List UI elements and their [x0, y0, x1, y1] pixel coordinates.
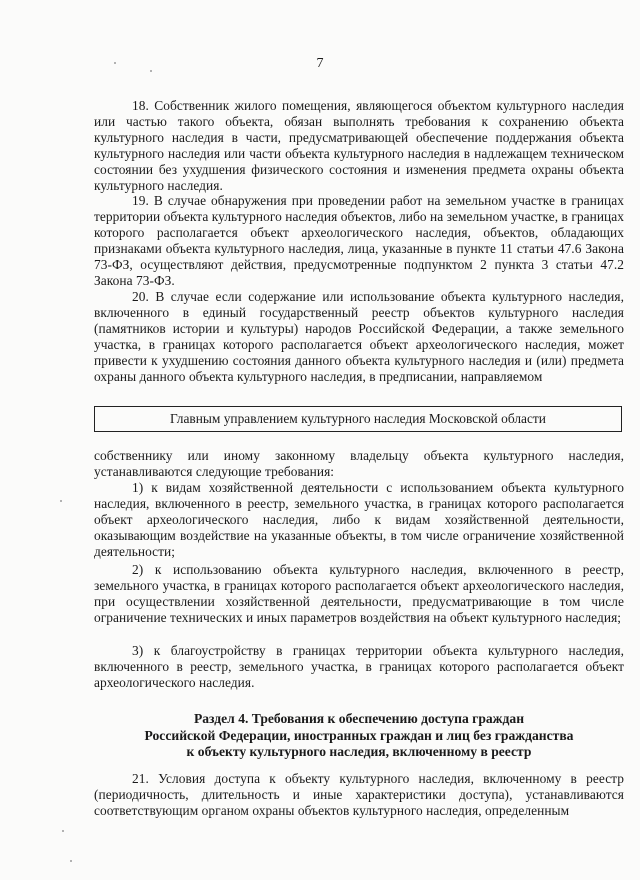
scan-speck: [150, 70, 152, 72]
scan-speck: [62, 830, 64, 832]
paragraph-20-continuation: собственнику или иному законному владельцу объекта культурного наследия, устанавливаются следующие требования:: [94, 448, 624, 479]
boxed-authority-name: [94, 406, 622, 432]
list-item-3: 3) к благоустройству в границах территории объекта культурного наследия, включенного в реестр, земельного участка, в границах которого располагается объект археологического наследия.: [94, 643, 624, 690]
section-heading-line-2: Российской Федерации, иностранных граждан и лиц без гражданства: [144, 727, 574, 743]
scan-speck: [60, 500, 62, 502]
paragraph-19: 19. В случае обнаружения при проведении работ на земельном участке в границах территории объекта культурного наследия объектов, либо на земельном участке, в границах которого располагается объект археологического наследия, объектов, обладающих признаками объекта культурного наследия, лица, указанные в пункте 11 статьи 47.6 Закона 73-ФЗ, осуществляют действия, предусмотренные подпунктом 2 пункта 3 статьи 47.2 Закона 73-ФЗ.: [94, 193, 624, 288]
section-heading-line-1: Раздел 4. Требования к обеспечению доступа граждан: [193, 711, 525, 726]
page-number: 7: [316, 56, 324, 71]
list-item-2: 2) к использованию объекта культурного наследия, включенного в реестр, земельного участка, в границах которого располагается объект археологического наследия, при осуществлении хозяйственной деятельности, предусматривающие в том числе ограничение технических и иных параметров воздействия на объект культурного наследия;: [94, 562, 624, 625]
boxed-authority-text: Главным управлением культурного наследия Московской области: [170, 411, 546, 426]
section-heading-line-3: к объекту культурного наследия, включенному в реестр: [186, 744, 532, 759]
paragraph-18: 18. Собственник жилого помещения, являющегося объектом культурного наследия или частью такого объекта, обязан выполнять требования к сохранению объекта культурного наследия в части, предусматривающей обеспечение поддержания объекта культурного наследия или части объекта культурного наследия в надлежащем техническом состоянии без ухудшения физического состояния и изменения предмета охраны объекта культурного наследия.: [94, 98, 624, 193]
scan-speck: [114, 62, 116, 64]
list-item-1: 1) к видам хозяйственной деятельности с использованием объекта культурного наследия, включенного в реестр, земельного участка, в границах которого располагается объект археологического наследия, либо к видам хозяйственной деятельности, оказывающим воздействие на указанные объекты, в том числе ограничение хозяйственной деятельности;: [94, 480, 624, 559]
paragraph-21: 21. Условия доступа к объекту культурного наследия, включенному в реестр (периодичность, длительность и иные характеристики доступа), устанавливаются соответствующим органом охраны объектов культурного наследия, определенным: [94, 771, 624, 818]
scan-speck: [70, 860, 72, 862]
section-4-heading: [94, 711, 624, 761]
paragraph-20: 20. В случае если содержание или использование объекта культурного наследия, включенного в единый государственный реестр объектов культурного наследия (памятников истории и культуры) народов Российской Федерации, а также земельного участка, в границах которого располагается объект археологического наследия, может привести к ухудшению состояния данного объекта культурного наследия и (или) предмета охраны данного объекта культурного наследия, в предписании, направляемом: [94, 289, 624, 384]
